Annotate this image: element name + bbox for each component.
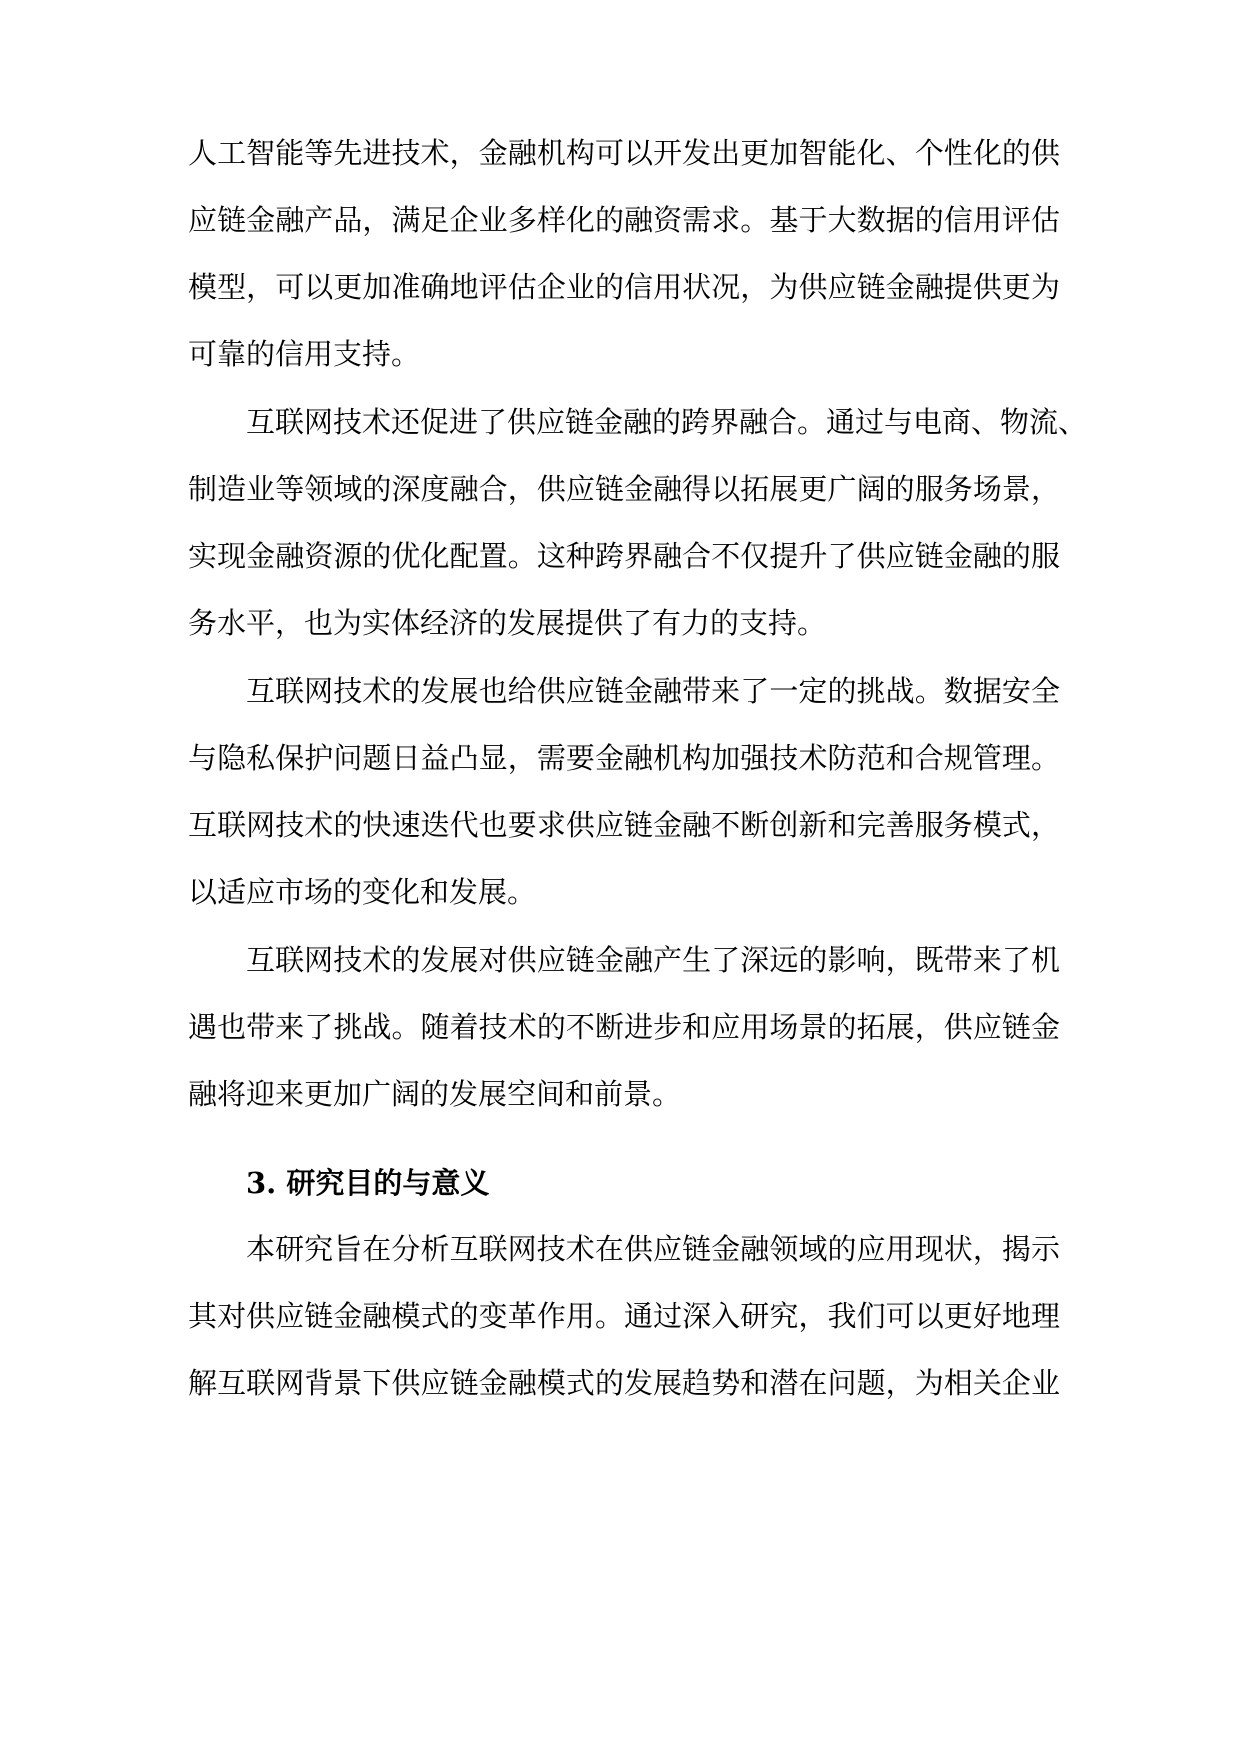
paragraph-4-line-1: 互联网技术的发展对供应链金融产生了深远的影响，既带来了机 [246,943,1060,977]
paragraph-2-line-2: 制造业等领域的深度融合，供应链金融得以拓展更广阔的服务场景， [188,472,1060,506]
paragraph-2-line-1: 互联网技术还促进了供应链金融的跨界融合。通过与电商、物流、 [246,405,1088,439]
section-heading: 3. 研究目的与意义 [246,1166,490,1200]
paragraph-5-line-1: 本研究旨在分析互联网技术在供应链金融领域的应用现状，揭示 [246,1232,1060,1266]
text-line-3: 模型，可以更加准确地评估企业的信用状况，为供应链金融提供更为 [188,270,1060,304]
paragraph-3-line-4: 以适应市场的变化和发展。 [188,875,537,909]
paragraph-2-line-3: 实现金融资源的优化配置。这种跨界融合不仅提升了供应链金融的服 [188,539,1060,573]
paragraph-4-line-3: 融将迎来更加广阔的发展空间和前景。 [188,1077,682,1111]
paragraph-3-line-3: 互联网技术的快速迭代也要求供应链金融不断创新和完善服务模式， [188,808,1060,842]
text-line-4: 可靠的信用支持。 [188,337,421,371]
text-line-1: 人工智能等先进技术，金融机构可以开发出更加智能化、个性化的供 [188,136,1060,170]
paragraph-5-line-2: 其对供应链金融模式的变革作用。通过深入研究，我们可以更好地理 [188,1299,1060,1333]
text-line-2: 应链金融产品，满足企业多样化的融资需求。基于大数据的信用评估 [188,203,1060,237]
paragraph-5-line-3: 解互联网背景下供应链金融模式的发展趋势和潜在问题，为相关企业 [188,1366,1060,1400]
paragraph-4-line-2: 遇也带来了挑战。随着技术的不断进步和应用场景的拓展，供应链金 [188,1010,1060,1044]
paragraph-3-line-1: 互联网技术的发展也给供应链金融带来了一定的挑战。数据安全 [246,674,1060,708]
paragraph-3-line-2: 与隐私保护问题日益凸显，需要金融机构加强技术防范和合规管理。 [188,741,1060,775]
paragraph-2-line-4: 务水平，也为实体经济的发展提供了有力的支持。 [188,606,827,640]
